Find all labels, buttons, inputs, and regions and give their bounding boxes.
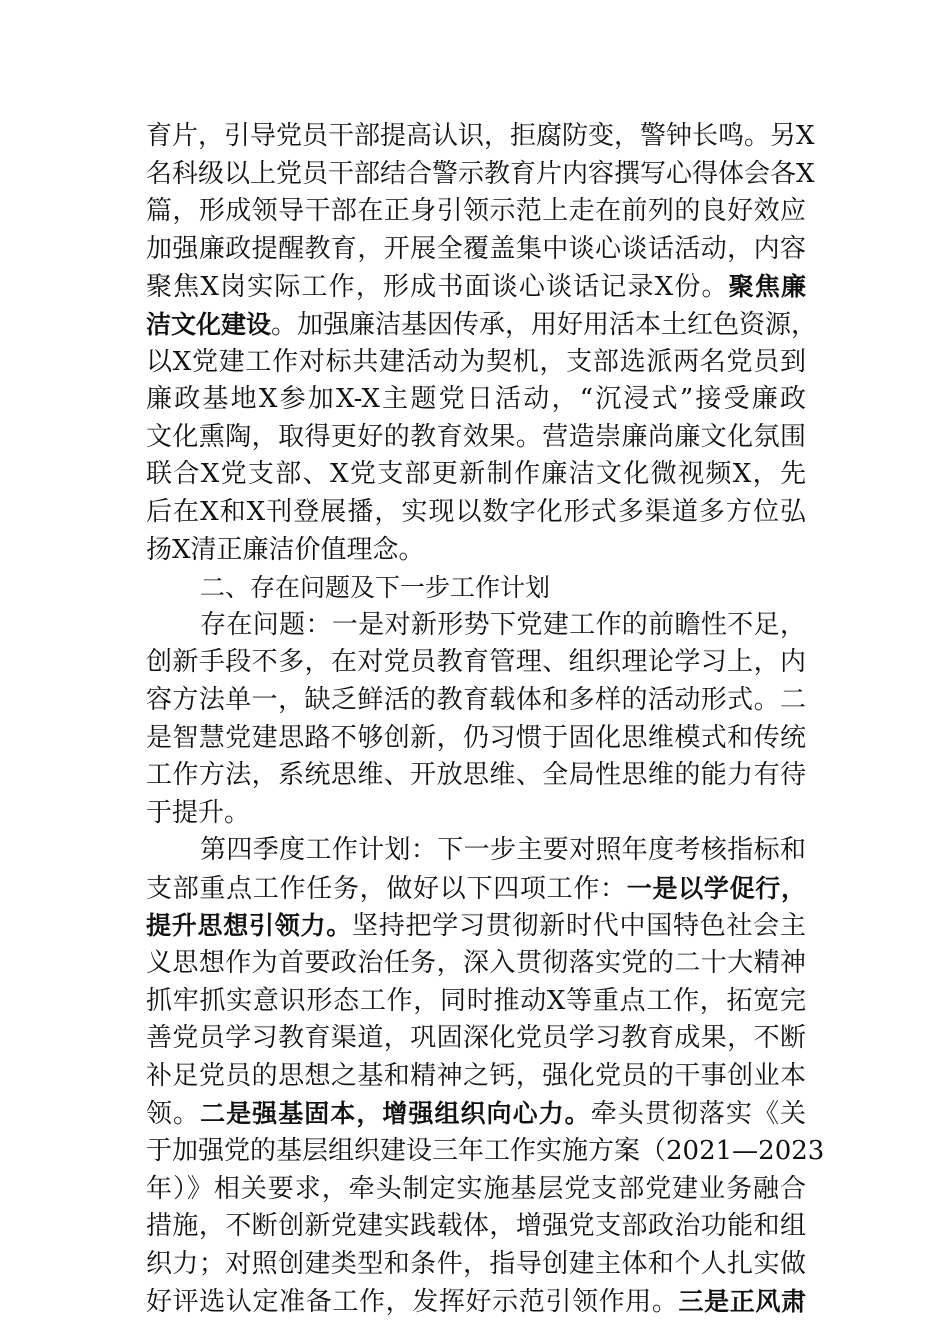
section-heading bbox=[146, 569, 806, 607]
body-line bbox=[146, 1246, 806, 1284]
body-line bbox=[146, 907, 806, 945]
body-line bbox=[146, 381, 806, 419]
line-text: 篇，形成领导干部在正身引领示范上走在前列的良好效应 bbox=[146, 196, 806, 227]
line-text: 工作方法，系统思维、开放思维、全局性思维的能力有待 bbox=[146, 760, 806, 791]
body-line bbox=[146, 945, 806, 983]
body-line bbox=[146, 419, 806, 457]
line-text: 善党员学习教育渠道，巩固深化党员学习教育成果，不断 bbox=[146, 1023, 806, 1054]
line-text: 于提升。 bbox=[146, 797, 251, 828]
line-text: 加强廉政提醒教育，开展全覆盖集中谈心谈话活动，内容 bbox=[146, 233, 806, 264]
body-line bbox=[146, 306, 818, 344]
line-text: 年）》相关要求，牵头制定实施基层党支部党建业务融合 bbox=[146, 1173, 806, 1204]
line-text: 是智慧党建思路不够创新，仍习惯于固化思维模式和传统 bbox=[146, 722, 806, 753]
body-line bbox=[146, 231, 806, 269]
body-line bbox=[146, 983, 806, 1021]
line-text: 。加强廉洁基因传承，用好用活本土红色资源， bbox=[271, 309, 818, 340]
line-text: 廉政基地X参加X-X主题党日活动，“沉浸式”接受廉政 bbox=[146, 384, 806, 415]
line-text: 领。 bbox=[146, 1099, 201, 1130]
bold-text: 聚焦廉 bbox=[728, 272, 806, 302]
body-line bbox=[146, 532, 806, 570]
body-line bbox=[146, 268, 806, 306]
bold-text: 提升思想引领力。 bbox=[146, 911, 352, 941]
body-line bbox=[146, 832, 806, 870]
body-line bbox=[146, 682, 806, 720]
document-body bbox=[146, 118, 825, 1321]
line-text: 创新手段不多，在对党员教育管理、组织理论学习上，内 bbox=[146, 647, 806, 678]
line-text: 文化熏陶，取得更好的教育效果。营造崇廉尚廉文化氛围 bbox=[146, 421, 806, 452]
body-line bbox=[146, 1171, 806, 1209]
heading-text: 二、存在问题及下一步工作计划 bbox=[200, 573, 551, 603]
body-line bbox=[146, 1095, 806, 1133]
line-text: 聚焦X岗实际工作，形成书面谈心谈话记录X份。 bbox=[146, 272, 729, 303]
line-text: 织力；对照创建类型和条件，指导创建主体和个人扎实做 bbox=[146, 1248, 806, 1279]
body-line bbox=[146, 118, 815, 156]
body-line bbox=[146, 344, 806, 382]
line-text: 坚持把学习贯彻新时代中国特色社会主 bbox=[352, 911, 806, 942]
bold-text: 二是强基固本，增强组织向心力。 bbox=[200, 1099, 591, 1129]
line-text: 抓牢抓实意识形态工作，同时推动X等重点工作，拓宽完 bbox=[146, 985, 806, 1016]
body-line bbox=[146, 1020, 806, 1058]
line-text: 容方法单一，缺乏鲜活的教育载体和多样的活动形式。二 bbox=[146, 684, 806, 715]
line-text: 后在X和X刊登展播，实现以数字化形式多渠道多方位弘 bbox=[146, 496, 806, 527]
line-text: 措施，不断创新党建实践载体，增强党支部政治功能和组 bbox=[146, 1211, 806, 1242]
body-line bbox=[146, 1058, 806, 1096]
body-line bbox=[146, 1283, 806, 1321]
body-line bbox=[146, 870, 806, 908]
body-line bbox=[146, 193, 806, 231]
line-text: 联合X党支部、X党支部更新制作廉洁文化微视频X，先 bbox=[146, 459, 806, 490]
line-text: 义思想作为首要政治任务，深入贯彻落实党的二十大精神 bbox=[146, 948, 806, 979]
line-text: 名科级以上党员干部结合警示教育片内容撰写心得体会各X bbox=[146, 158, 815, 189]
line-text: 育片，引导党员干部提高认识，拒腐防变，警钟长鸣。另X bbox=[146, 121, 815, 151]
line-text: 牵头贯彻落实《关 bbox=[590, 1099, 806, 1130]
line-text: 存在问题：一是对新形势下党建工作的前瞻性不足， bbox=[200, 609, 806, 640]
body-line bbox=[146, 494, 806, 532]
line-text: 补足党员的思想之基和精神之钙，强化党员的干事创业本 bbox=[146, 1060, 806, 1091]
body-line bbox=[146, 607, 806, 645]
body-line bbox=[146, 456, 806, 494]
line-text: 好评选认定准备工作，发挥好示范引领作用。 bbox=[146, 1287, 679, 1318]
bold-text: 三是正风肃 bbox=[678, 1287, 806, 1317]
line-text: 以X党建工作对标共建活动为契机，支部选派两名党员到 bbox=[146, 346, 806, 377]
body-line bbox=[146, 795, 806, 833]
body-line bbox=[146, 757, 806, 795]
line-text: 支部重点工作任务，做好以下四项工作： bbox=[146, 873, 627, 904]
line-text: 扬X清正廉洁价值理念。 bbox=[146, 534, 425, 565]
line-text: 于加强党的基层组织建设三年工作实施方案（2021—2023 bbox=[146, 1136, 825, 1167]
body-line bbox=[146, 720, 806, 758]
bold-text: 一是以学促行， bbox=[626, 873, 806, 903]
body-line bbox=[146, 1208, 806, 1246]
body-line bbox=[146, 1133, 825, 1171]
body-line bbox=[146, 644, 806, 682]
line-text: 第四季度工作计划：下一步主要对照年度考核指标和 bbox=[200, 835, 806, 866]
body-line bbox=[146, 156, 815, 194]
bold-text: 洁文化建设 bbox=[146, 309, 272, 339]
